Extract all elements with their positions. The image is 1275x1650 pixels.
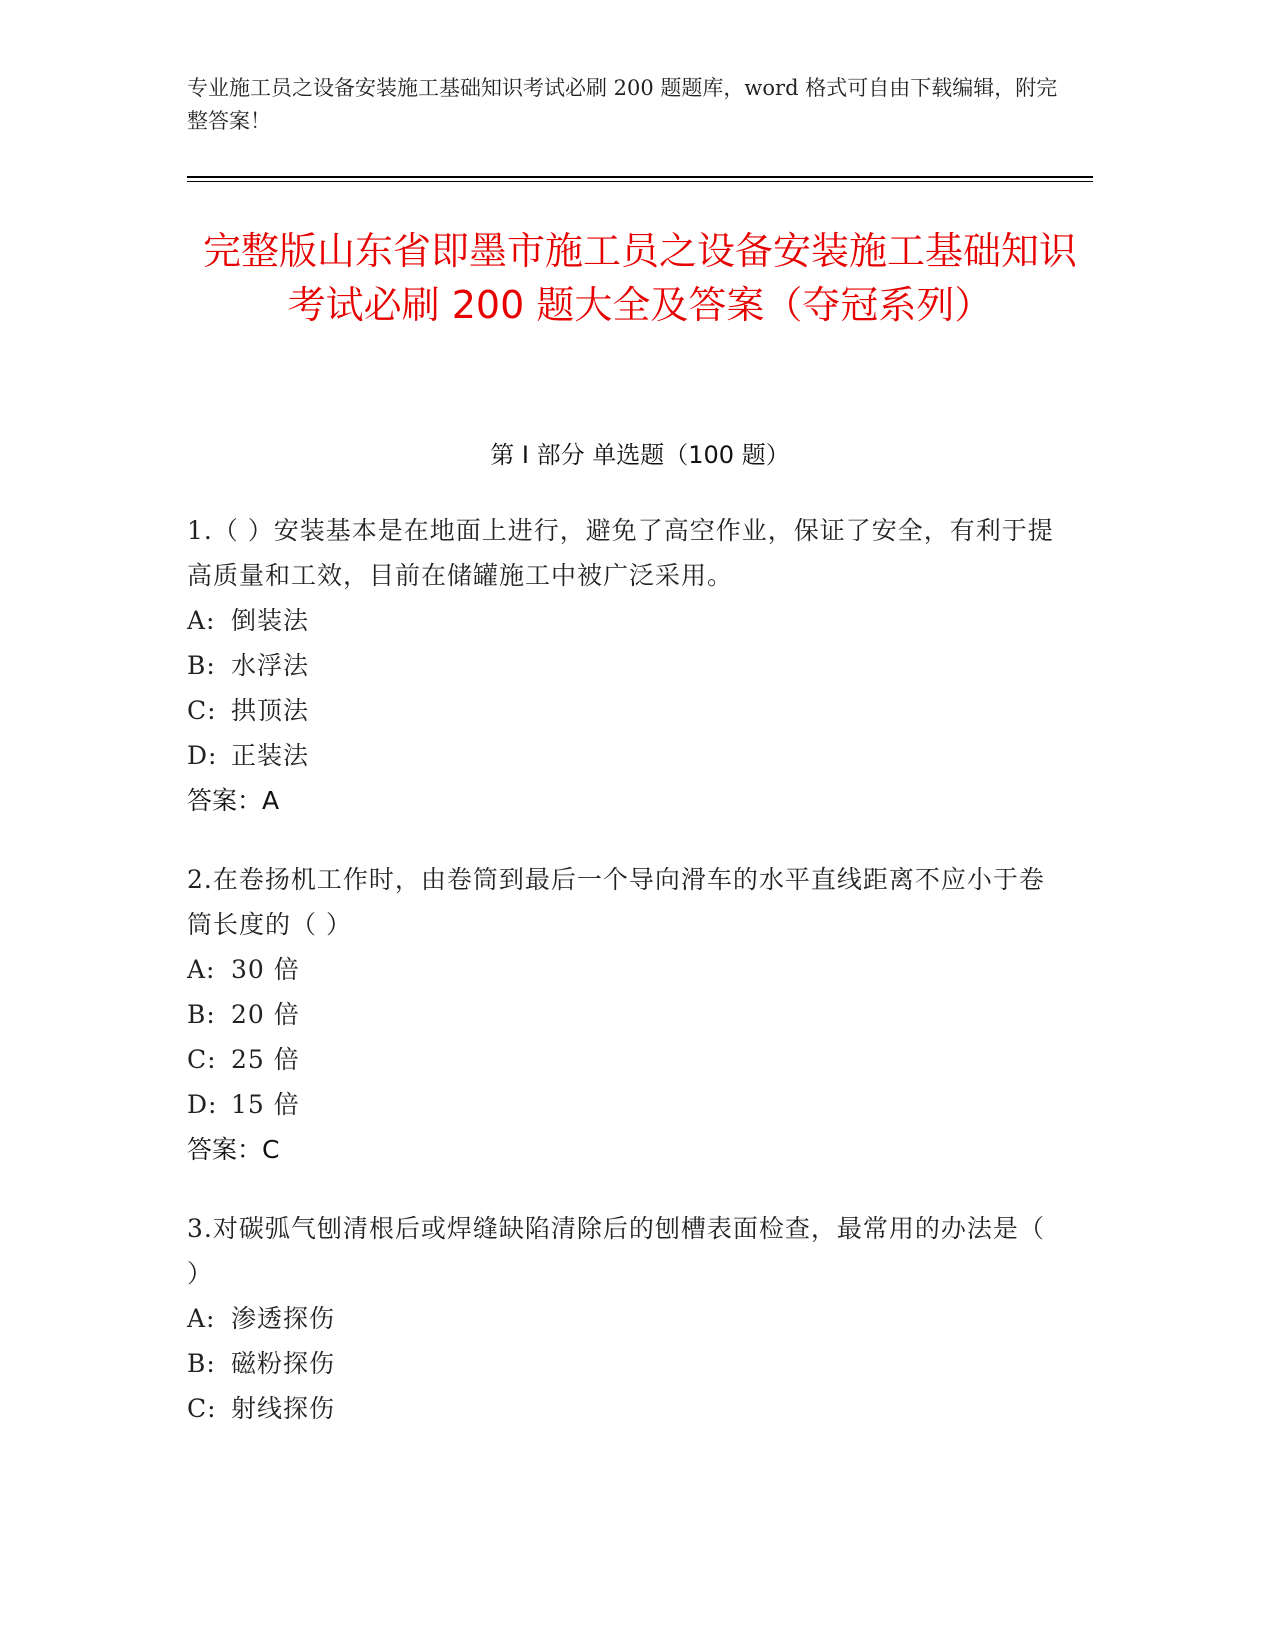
option-letter: D: [187, 741, 218, 770]
option-letter: C: [187, 696, 217, 725]
option-letter: A: [187, 1304, 216, 1333]
option-letter: B: [187, 651, 216, 680]
answer-label: 答案：A [187, 786, 280, 815]
option-b [187, 1341, 1067, 1386]
option-letter: B: [187, 1000, 216, 1029]
option-text: 射线探伤 [231, 1394, 336, 1423]
option-letter: B: [187, 1349, 216, 1378]
option-c [187, 1386, 1067, 1431]
option-text: 30 倍 [231, 955, 300, 984]
option-text: 25 倍 [231, 1045, 300, 1074]
option-a [187, 947, 1067, 992]
option-c [187, 1037, 1067, 1082]
option-d [187, 1082, 1067, 1127]
option-c [187, 688, 1067, 733]
question-stem: 1.（ ）安装基本是在地面上进行，避免了高空作业，保证了安全，有利于提高质量和工效，目前在储罐施工中被广泛采用。 [187, 516, 1054, 590]
question-stem: 3.对碳弧气刨清根后或焊缝缺陷清除后的刨槽表面检查，最常用的办法是（ ） [187, 1214, 1045, 1288]
option-b [187, 643, 1067, 688]
option-a [187, 1296, 1067, 1341]
option-text: 渗透探伤 [231, 1304, 336, 1333]
option-letter: D: [187, 1090, 218, 1119]
option-a [187, 598, 1067, 643]
section-title: 第 I 部分 单选题（100 题） [490, 441, 790, 469]
option-text: 水浮法 [231, 651, 310, 680]
question-3 [187, 1206, 1067, 1431]
answer-label: 答案：C [187, 1135, 280, 1164]
option-text: 磁粉探伤 [231, 1349, 336, 1378]
option-letter: C: [187, 1045, 217, 1074]
option-text: 20 倍 [231, 1000, 300, 1029]
option-b [187, 992, 1067, 1037]
question-stem: 2.在卷扬机工作时，由卷筒到最后一个导向滑车的水平直线距离不应小于卷筒长度的（ ） [187, 865, 1045, 939]
header-divider-thick [187, 176, 1093, 178]
option-text: 正装法 [231, 741, 310, 770]
question-2 [187, 857, 1067, 1172]
option-letter: A: [187, 955, 216, 984]
header-divider-thin [187, 181, 1093, 182]
option-letter: A: [187, 606, 216, 635]
option-text: 拱顶法 [231, 696, 310, 725]
option-letter: C: [187, 1394, 217, 1423]
header-note: 专业施工员之设备安装施工基础知识考试必刷 200 题题库，word 格式可自由下载编辑，附完整答案！ [187, 76, 1058, 133]
document-title: 完整版山东省即墨市施工员之设备安装施工基础知识考试必刷 200 题大全及答案（夺冠系列） [202, 229, 1077, 327]
option-d [187, 733, 1067, 778]
question-1 [187, 508, 1067, 823]
option-text: 15 倍 [231, 1090, 300, 1119]
option-text: 倒装法 [231, 606, 310, 635]
